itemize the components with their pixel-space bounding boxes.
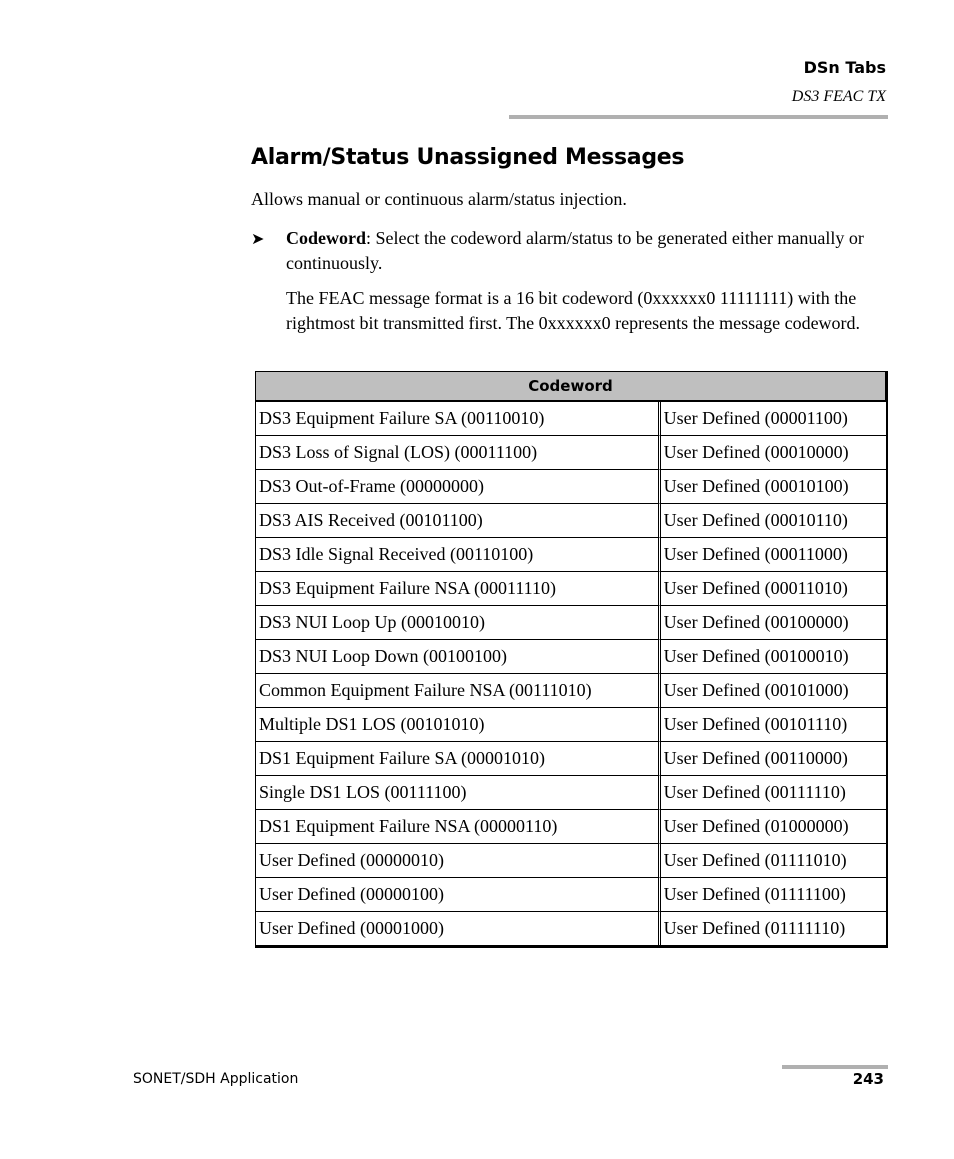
table-row (255, 402, 886, 435)
feac-format-paragraph: The FEAC message format is a 16 bit codeword (0xxxxxx0 11111111) with the rightmost bit transmitted first. The 0xxxxxx0 represents the message codeword. (286, 288, 861, 333)
footer-document-title: SONET/SDH Application (133, 1071, 299, 1087)
table-header-codeword: Codeword (255, 371, 886, 402)
table-cell-right: User Defined (00100010) (658, 639, 886, 673)
table-cell-left: User Defined (00000010) (255, 843, 658, 877)
table-cell-right: User Defined (00110000) (658, 741, 886, 775)
table-row (255, 911, 886, 945)
bullet-arrow-icon: ➤ (251, 229, 265, 248)
table-body (255, 402, 886, 945)
footer-divider (782, 1065, 888, 1069)
table-cell-right: User Defined (00001100) (658, 402, 886, 435)
table-cell-left: DS3 Equipment Failure SA (00110010) (255, 402, 658, 435)
bullet-item-codeword (251, 226, 887, 276)
table-row (255, 537, 886, 571)
table-cell-left: User Defined (00000100) (255, 877, 658, 911)
running-header-title: DSn Tabs (803, 58, 886, 77)
table-cell-left: DS1 Equipment Failure NSA (00000110) (255, 809, 658, 843)
table-row (255, 843, 886, 877)
table-cell-left: DS3 Equipment Failure NSA (00011110) (255, 571, 658, 605)
table-row (255, 605, 886, 639)
table-row (255, 673, 886, 707)
table-row (255, 809, 886, 843)
table-row (255, 707, 886, 741)
header-divider (509, 115, 888, 119)
table-cell-right: User Defined (01111100) (658, 877, 886, 911)
table-cell-left: DS3 Out-of-Frame (00000000) (255, 469, 658, 503)
table-cell-left: DS3 Loss of Signal (LOS) (00011100) (255, 435, 658, 469)
table-row (255, 469, 886, 503)
table-cell-left: DS3 Idle Signal Received (00110100) (255, 537, 658, 571)
table-cell-right: User Defined (01111010) (658, 843, 886, 877)
table-cell-right: User Defined (00010100) (658, 469, 886, 503)
codeword-table (255, 371, 888, 948)
table-cell-right: User Defined (00011010) (658, 571, 886, 605)
table-row (255, 639, 886, 673)
table-cell-left: Multiple DS1 LOS (00101010) (255, 707, 658, 741)
section-heading: Alarm/Status Unassigned Messages (251, 145, 685, 170)
table-row (255, 503, 886, 537)
table-cell-left: Single DS1 LOS (00111100) (255, 775, 658, 809)
bullet-description: : Select the codeword alarm/status to be generated either manually or continuously. (286, 228, 864, 273)
table-cell-right: User Defined (00100000) (658, 605, 886, 639)
table-cell-right: User Defined (00011000) (658, 537, 886, 571)
table-cell-left: DS3 NUI Loop Down (00100100) (255, 639, 658, 673)
bullet-text (286, 226, 887, 276)
table-cell-left: DS1 Equipment Failure SA (00001010) (255, 741, 658, 775)
running-header-subtitle: DS3 FEAC TX (791, 88, 886, 105)
section-intro: Allows manual or continuous alarm/status injection. (251, 189, 627, 209)
table-cell-left: DS3 AIS Received (00101100) (255, 503, 658, 537)
table-cell-right: User Defined (00101000) (658, 673, 886, 707)
table-row (255, 877, 886, 911)
table-cell-right: User Defined (00010110) (658, 503, 886, 537)
table-cell-right: User Defined (01000000) (658, 809, 886, 843)
page-number: 243 (852, 1070, 884, 1088)
table-cell-right: User Defined (00010000) (658, 435, 886, 469)
table-cell-left: DS3 NUI Loop Up (00010010) (255, 605, 658, 639)
table-cell-right: User Defined (00101110) (658, 707, 886, 741)
table-row (255, 435, 886, 469)
table-cell-right: User Defined (01111110) (658, 911, 886, 945)
table-cell-left: User Defined (00001000) (255, 911, 658, 945)
table-row (255, 741, 886, 775)
table-row (255, 775, 886, 809)
bullet-term: Codeword (286, 228, 366, 248)
table-row (255, 571, 886, 605)
table-header-row (255, 371, 886, 402)
table-cell-right: User Defined (00111110) (658, 775, 886, 809)
table-cell-left: Common Equipment Failure NSA (00111010) (255, 673, 658, 707)
